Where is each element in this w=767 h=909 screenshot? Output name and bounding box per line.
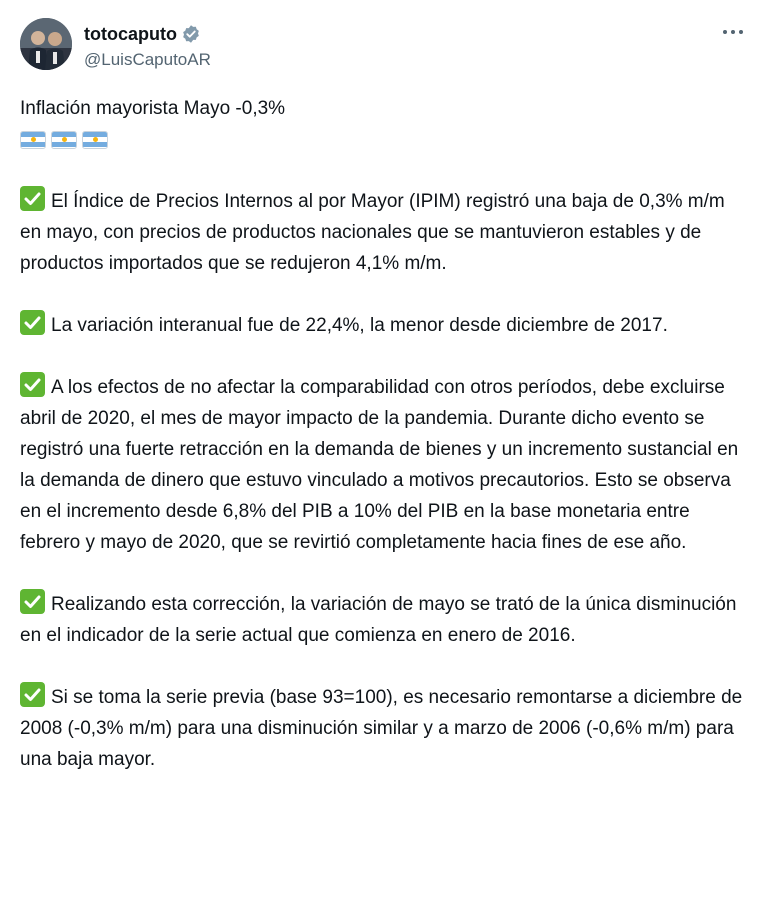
paragraph-text: A los efectos de no afectar la comparabilidad con otros períodos, debe excluirse abril de 2020, el mes de mayor impacto de la pandemia. Durante dicho evento se registró una fuerte retracción en la demanda de bienes y un incremento sustancial en la demanda de dinero que estuvo vinculado a motivos precautorios. Esto se observa en el incremento desde 6,8% del PIB a 10% del PIB en la base monetaria entre febrero y mayo de 2020, que se revirtió completamente hacia fines de ese año. xyxy=(20,377,739,553)
tweet-paragraph-2 xyxy=(20,310,750,341)
avatar[interactable] xyxy=(20,18,72,70)
flags-row xyxy=(20,124,750,155)
check-mark-button-icon xyxy=(20,682,45,707)
more-options-icon[interactable] xyxy=(717,20,749,44)
argentina-flag-icon xyxy=(82,131,108,149)
check-mark-button-icon xyxy=(20,372,45,397)
argentina-flag-icon xyxy=(20,131,46,149)
paragraph-text: El Índice de Precios Internos al por Mayor (IPIM) registró una baja de 0,3% m/m en mayo, con precios de productos nacionales que se mantuvieron estables y de productos importados que se redujeron 4,1% m/m. xyxy=(20,191,725,274)
check-mark-button-icon xyxy=(20,589,45,614)
tweet-paragraph-3 xyxy=(20,372,750,558)
tweet-paragraph-1 xyxy=(20,186,750,279)
tweet-paragraph-4 xyxy=(20,589,750,651)
paragraph-text: Realizando esta corrección, la variación de mayo se trató de la única disminución en el indicador de la serie actual que comienza en enero de 2016. xyxy=(20,594,737,646)
argentina-flag-icon xyxy=(51,131,77,149)
check-mark-button-icon xyxy=(20,310,45,335)
verified-badge-icon xyxy=(181,24,201,44)
paragraph-text: La variación interanual fue de 22,4%, la menor desde diciembre de 2017. xyxy=(51,315,668,336)
user-handle[interactable]: @LuisCaputoAR xyxy=(84,50,211,69)
tweet-header xyxy=(20,18,749,74)
check-mark-button-icon xyxy=(20,186,45,211)
paragraph-text: Si se toma la serie previa (base 93=100), es necesario remontarse a diciembre de 2008 (-0,3% m/m) para una disminución similar y a marzo de 2006 (-0,6% m/m) para una baja mayor. xyxy=(20,687,743,770)
tweet-paragraph-5 xyxy=(20,682,750,775)
tweet-title: Inflación mayorista Mayo -0,3% xyxy=(20,98,286,119)
display-name[interactable]: totocaputo xyxy=(84,23,177,44)
tweet-text xyxy=(20,93,750,775)
